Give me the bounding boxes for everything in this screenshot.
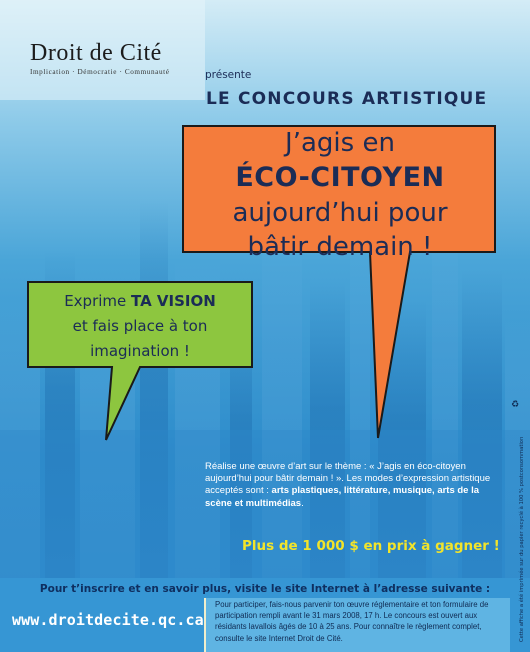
theme-paragraph	[205, 461, 505, 510]
main-bubble-text	[180, 126, 500, 264]
vision-bubble-text	[28, 289, 252, 364]
theme-modes: arts plastiques, littérature, musique, arts de la scène et multimédias	[205, 485, 480, 509]
logo	[30, 40, 202, 76]
vision-prefix: Exprime	[64, 292, 132, 310]
theme-end: .	[301, 497, 304, 509]
recycled-paper-text: Cette affiche a été imprimée sur du papier recyclé à 100 % postconsommation	[519, 436, 525, 642]
footer-divider	[204, 598, 206, 652]
main-bubble-line3: aujourd’hui pour	[232, 198, 448, 228]
vision-bubble-line2: et fais place à ton	[72, 317, 208, 335]
vision-bubble-line1	[28, 289, 252, 314]
signup-line: Pour t’inscrire et en savoir plus, visite le site Internet à l’adresse suivante :	[39, 583, 491, 595]
contest-title: LE CONCOURS ARTISTIQUE	[206, 89, 488, 109]
vision-bubble-line3: imagination !	[90, 342, 190, 360]
recycled-paper-note	[509, 410, 523, 642]
recycle-icon: ♻	[511, 400, 520, 410]
participation-info: Pour participer, fais-nous parvenir ton œuvre réglementaire et ton formulaire de participation rempli avant le 31 mars 2008, 17 h. Le concours est ouvert aux résidants lavallois âgés de 10 à 25 ans. Pour connaître le règlement complet, consulte le site Internet Droit de Cité.	[215, 600, 489, 643]
website-link[interactable]: www.droitdecite.qc.ca	[12, 611, 204, 629]
prize-callout: Plus de 1 000 $ en prix à gagner !	[242, 538, 500, 554]
logo-tagline: Implication · Démocratie · Communauté	[30, 68, 170, 76]
presente-label: présente	[205, 69, 252, 81]
vision-bold: TA VISION	[131, 292, 216, 310]
theme-text: Réalise une œuvre d’art sur le thème : « J’agis en éco-citoyen aujourd’hui pour bâtir demain ! ». Les modes d’expression artistique acceptés sont :	[205, 461, 491, 497]
logo-name: Droit de Cité	[30, 40, 162, 66]
main-bubble-line1: J’agis en	[285, 128, 395, 158]
main-bubble-line2: ÉCO-CITOYEN	[235, 162, 445, 193]
main-bubble-line4: bâtir demain !	[247, 232, 433, 262]
